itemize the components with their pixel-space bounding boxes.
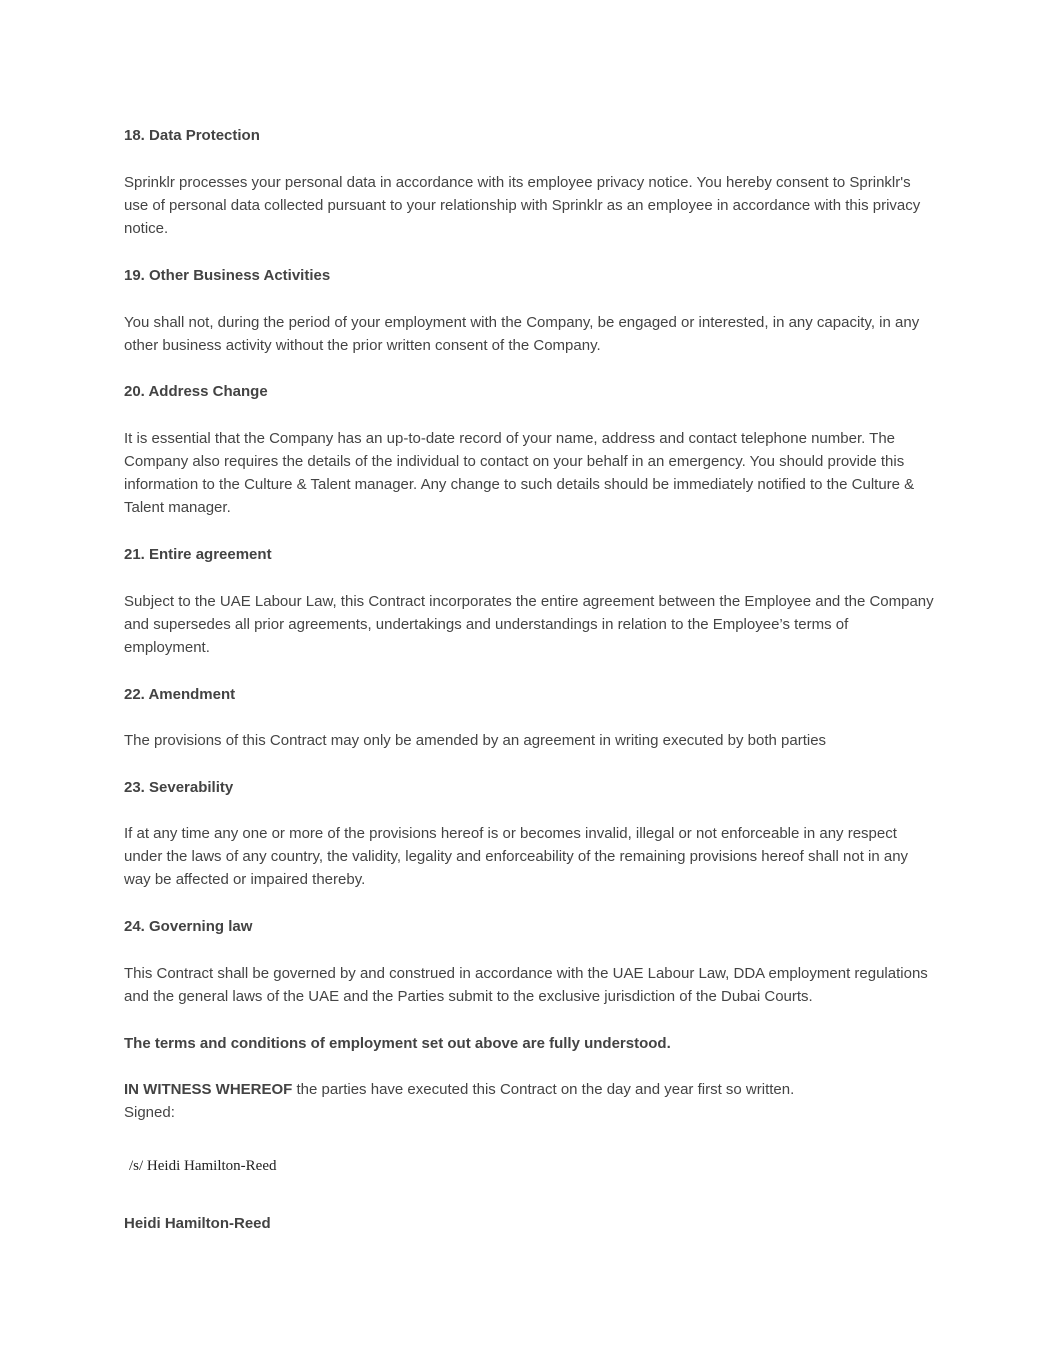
- section-body-other-business-activities: You shall not, during the period of your employment with the Company, be engaged or interested, in any capacity, in any other business activity without the prior written consent of the Company.: [124, 314, 920, 354]
- signatory-name: Heidi Hamilton-Reed: [124, 1215, 271, 1232]
- section-body-severability: If at any time any one or more of the provisions hereof is or becomes invalid, illegal or not enforceable in any respect under the laws of any country, the validity, legality and enforceability of the remaining provisions hereof shall not in any way be affected or impaired thereby.: [124, 825, 909, 888]
- section-heading-data-protection: 18. Data Protection: [124, 127, 260, 144]
- section-body-data-protection: Sprinklr processes your personal data in accordance with its employee privacy notice. You hereby consent to Sprinklr's use of personal data collected pursuant to your relationship with Sprinklr as an employee in accordance with this privacy notice.: [124, 174, 921, 237]
- section-heading-address-change: 20. Address Change: [124, 383, 268, 400]
- section-body-entire-agreement: Subject to the UAE Labour Law, this Contract incorporates the entire agreement between the Employee and the Company and supersedes all prior agreements, undertakings and understandings in relation to the Employee’s terms of employment.: [124, 593, 934, 656]
- section-heading-severability: 23. Severability: [124, 779, 234, 796]
- section-heading-other-business-activities: 19. Other Business Activities: [124, 267, 331, 284]
- section-heading-entire-agreement: 21. Entire agreement: [124, 546, 272, 563]
- section-heading-governing-law: 24. Governing law: [124, 918, 253, 935]
- section-body-amendment: The provisions of this Contract may only be amended by an agreement in writing executed by both parties: [124, 732, 827, 749]
- signature-line: /s/ Heidi Hamilton-Reed: [129, 1158, 277, 1174]
- section-heading-amendment: 22. Amendment: [124, 686, 236, 703]
- signed-label: Signed:: [124, 1104, 175, 1121]
- witness-statement-rest: the parties have executed this Contract on the day and year first so written.: [292, 1081, 795, 1098]
- section-body-address-change: It is essential that the Company has an up-to-date record of your name, address and contact telephone number. The Company also requires the details of the individual to contact on your behalf in an emergency. You should provide this information to the Culture & Talent manager. Any change to such details should be immediately notified to the Culture & Talent manager.: [124, 430, 915, 516]
- terms-understood-statement: The terms and conditions of employment set out above are fully understood.: [124, 1035, 671, 1052]
- witness-statement: [124, 1078, 934, 1101]
- witness-bold-lead: IN WITNESS WHEREOF: [124, 1081, 293, 1098]
- section-body-governing-law: This Contract shall be governed by and construed in accordance with the UAE Labour Law, DDA employment regulations and the general laws of the UAE and the Parties submit to the exclusive jurisdiction of the Dubai Courts.: [124, 965, 928, 1005]
